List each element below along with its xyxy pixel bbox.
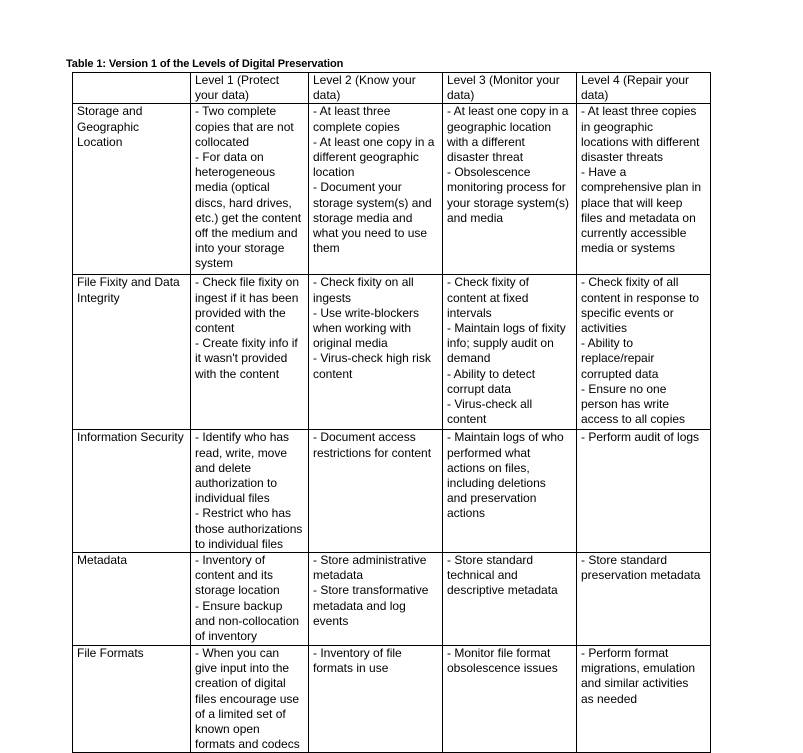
table-row <box>73 430 711 553</box>
level-1-cell-line: those authorizations <box>195 521 303 536</box>
level-1-cell-line: and delete <box>195 460 252 475</box>
level-3-cell-line: - Ability to detect <box>447 366 536 381</box>
level-3-cell-line: actions on files, <box>447 460 530 475</box>
level-3-cell-line: - Monitor file format <box>447 646 551 661</box>
level-2-cell-line: - Document your <box>313 180 402 195</box>
level-2-cell <box>309 646 443 753</box>
level-2-cell-line: - Store transformative <box>313 583 429 598</box>
level-2-cell-line: - Inventory of file <box>313 646 402 661</box>
level-4-cell-line: - At least three copies <box>581 104 697 119</box>
level-3-cell-line: actions <box>447 506 486 521</box>
level-3-cell-line: with a different <box>447 134 525 149</box>
level-3-cell-line: descriptive metadata <box>447 583 558 598</box>
row-label-line: File Fixity and Data <box>77 275 180 290</box>
level-2-cell <box>309 430 443 553</box>
level-4-cell-line: - Perform audit of logs <box>581 430 700 445</box>
level-1-cell-line: it wasn't provided <box>195 351 288 366</box>
level-4-cell-line: access to all copies <box>581 412 686 427</box>
level-4-cell-line: media or systems <box>581 241 676 256</box>
row-label-line: Metadata <box>77 553 128 568</box>
header-level-4-line: Level 4 (Repair your <box>581 73 690 87</box>
level-4-cell <box>577 553 711 646</box>
table-caption: Table 1: Version 1 of the Levels of Digital Preservation <box>66 58 344 70</box>
level-1-cell-line: media (optical <box>195 180 270 195</box>
level-2-cell <box>309 275 443 430</box>
level-2-cell-line: restrictions for content <box>313 445 432 460</box>
level-4-cell-line: person has write <box>581 397 670 412</box>
table-row <box>73 104 711 275</box>
level-4-cell-line: migrations, emulation <box>581 661 696 676</box>
level-2-cell-line: ingests <box>313 290 352 305</box>
level-3-cell-line: demand <box>447 351 491 366</box>
level-3-cell-line: - Store standard <box>447 553 534 568</box>
level-1-cell-line: into your storage <box>195 241 285 256</box>
row-label <box>73 646 191 753</box>
level-3-cell-line: content <box>447 412 487 427</box>
level-2-cell-line: location <box>313 165 355 180</box>
level-4-cell-line: activities <box>581 321 628 336</box>
level-3-cell <box>443 646 577 753</box>
level-4-cell-line: as needed <box>581 691 638 706</box>
level-4-cell <box>577 430 711 553</box>
level-3-cell-line: info; supply audit on <box>447 336 554 351</box>
level-1-cell-line: of a limited set of <box>195 706 286 721</box>
level-1-cell-line: content <box>195 321 235 336</box>
level-3-cell-line: - Check fixity of <box>447 275 530 290</box>
level-3-cell <box>443 104 577 275</box>
level-3-cell <box>443 430 577 553</box>
level-4-cell-line: disaster threats <box>581 150 664 165</box>
level-2-cell-line: - Use write-blockers <box>313 305 420 320</box>
level-1-cell-line: - Ensure backup <box>195 598 283 613</box>
level-1-cell-line: known open <box>195 722 260 737</box>
table-row <box>73 553 711 646</box>
level-3-cell-line: monitoring process for <box>447 180 566 195</box>
header-level-1-line: your data) <box>195 88 250 103</box>
level-1-cell-line: - Identify who has <box>195 430 290 445</box>
level-3-cell-line: - Maintain logs of who <box>447 430 564 445</box>
level-1-cell-line: discs, hard drives, <box>195 195 292 210</box>
level-3-cell-line: content at fixed <box>447 290 529 305</box>
row-label <box>73 430 191 553</box>
level-2-cell-line: - Store administrative <box>313 553 427 568</box>
level-2-cell-line: original media <box>313 336 388 351</box>
level-3-cell-line: technical and <box>447 568 518 583</box>
level-2-cell-line: metadata <box>313 568 364 583</box>
level-1-cell-line: authorization to <box>195 476 278 491</box>
header-level-3-line: Level 3 (Monitor your <box>447 73 560 87</box>
level-1-cell-line: collocated <box>195 134 250 149</box>
level-2-cell-line: - At least one copy in a <box>313 134 435 149</box>
row-label-line: Information Security <box>77 430 184 445</box>
level-4-cell-line: - Perform format <box>581 646 669 661</box>
level-4-cell-line: - Ability to <box>581 336 634 351</box>
level-3-cell-line: obsolescence issues <box>447 661 558 676</box>
header-blank-cell <box>73 73 191 104</box>
level-4-cell-line: corrupted data <box>581 366 659 381</box>
level-4-cell-line: - Check fixity of all <box>581 275 679 290</box>
level-2-cell-line: events <box>313 613 349 628</box>
level-1-cell <box>191 104 309 275</box>
level-1-cell-line: - Create fixity info if <box>195 336 298 351</box>
row-label-line: File Formats <box>77 646 144 661</box>
level-3-cell-line: and preservation <box>447 491 537 506</box>
level-2-cell-line: content <box>313 366 353 381</box>
level-4-cell-line: preservation metadata <box>581 568 701 583</box>
level-1-cell-line: of inventory <box>195 629 258 644</box>
level-1-cell-line: storage location <box>195 583 280 598</box>
level-1-cell-line: formats and codecs <box>195 737 300 752</box>
level-1-cell-line: heterogeneous <box>195 165 276 180</box>
level-1-cell <box>191 646 309 753</box>
row-label-line: Location <box>77 134 123 149</box>
level-1-cell-line: give input into the <box>195 661 290 676</box>
level-2-cell-line: - Document access <box>313 430 416 445</box>
level-1-cell-line: - When you can <box>195 646 280 661</box>
level-1-cell-line: - Inventory of <box>195 553 266 568</box>
level-4-cell-line: and similar activities <box>581 676 689 691</box>
level-1-cell-line: - Check file fixity on <box>195 275 300 290</box>
level-3-cell <box>443 275 577 430</box>
level-3-cell-line: intervals <box>447 305 492 320</box>
level-1-cell-line: to individual files <box>195 536 284 551</box>
level-1-cell-line: off the medium and <box>195 226 298 241</box>
levels-table <box>72 72 711 753</box>
row-label <box>73 553 191 646</box>
level-2-cell-line: metadata and log <box>313 598 406 613</box>
level-1-cell-line: ingest if it has been <box>195 290 299 305</box>
level-1-cell-line: files encourage use <box>195 691 300 706</box>
level-2-cell-line: complete copies <box>313 119 400 134</box>
level-3-cell <box>443 553 577 646</box>
header-level-2 <box>309 73 443 104</box>
level-4-cell-line: - Store standard <box>581 553 668 568</box>
level-2-cell-line: different geographic <box>313 150 419 165</box>
level-4-cell-line: files and metadata on <box>581 210 696 225</box>
header-row <box>73 73 711 104</box>
level-3-cell-line: - At least one copy in a <box>447 104 569 119</box>
level-4-cell-line: - Have a <box>581 165 627 180</box>
level-2-cell-line: them <box>313 241 340 256</box>
level-1-cell-line: copies that are not <box>195 119 294 134</box>
header-level-1 <box>191 73 309 104</box>
level-4-cell-line: content in response to <box>581 290 700 305</box>
table-row <box>73 275 711 430</box>
row-label-line: Storage and <box>77 104 143 119</box>
level-3-cell-line: - Virus-check all <box>447 397 533 412</box>
header-level-2-line: data) <box>313 88 341 103</box>
level-1-cell-line: read, write, move <box>195 445 288 460</box>
level-1-cell <box>191 430 309 553</box>
level-3-cell-line: including deletions <box>447 476 546 491</box>
level-3-cell-line: - Obsolescence <box>447 165 531 180</box>
level-3-cell-line: performed what <box>447 445 531 460</box>
level-4-cell <box>577 646 711 753</box>
level-3-cell-line: your storage system(s) <box>447 195 570 210</box>
level-2-cell-line: when working with <box>313 321 412 336</box>
level-3-cell-line: geographic location <box>447 119 552 134</box>
level-1-cell-line: provided with the <box>195 305 286 320</box>
level-4-cell-line: place that will keep <box>581 195 683 210</box>
level-4-cell-line: in geographic <box>581 119 654 134</box>
level-2-cell-line: formats in use <box>313 661 389 676</box>
level-1-cell <box>191 275 309 430</box>
level-3-cell-line: disaster threat <box>447 150 524 165</box>
level-4-cell-line: locations with different <box>581 134 700 149</box>
level-1-cell-line: with the content <box>195 366 280 381</box>
level-1-cell-line: etc.) get the content <box>195 210 302 225</box>
level-3-cell-line: - Maintain logs of fixity <box>447 321 566 336</box>
header-level-4-line: data) <box>581 88 609 103</box>
level-1-cell-line: creation of digital <box>195 676 286 691</box>
level-3-cell-line: and media <box>447 210 504 225</box>
level-2-cell-line: - At least three <box>313 104 391 119</box>
level-2-cell <box>309 553 443 646</box>
level-4-cell-line: comprehensive plan in <box>581 180 702 195</box>
level-1-cell-line: - Restrict who has <box>195 506 292 521</box>
level-4-cell <box>577 275 711 430</box>
level-4-cell-line: currently accessible <box>581 226 687 241</box>
level-1-cell <box>191 553 309 646</box>
table-row <box>73 646 711 753</box>
level-1-cell-line: - Two complete <box>195 104 277 119</box>
level-2-cell-line: storage media and <box>313 210 413 225</box>
level-2-cell-line: - Virus-check high risk <box>313 351 431 366</box>
level-2-cell-line: what you need to use <box>313 226 428 241</box>
header-level-2-line: Level 2 (Know your <box>313 73 416 87</box>
header-level-3 <box>443 73 577 104</box>
level-2-cell <box>309 104 443 275</box>
row-label <box>73 104 191 275</box>
row-label-line: Geographic <box>77 119 140 134</box>
header-level-1-line: Level 1 (Protect <box>195 73 280 87</box>
header-level-3-line: data) <box>447 88 475 103</box>
level-3-cell-line: corrupt data <box>447 381 512 396</box>
level-4-cell <box>577 104 711 275</box>
level-1-cell-line: and non-collocation <box>195 613 300 628</box>
level-1-cell-line: - For data on <box>195 150 264 165</box>
header-level-4 <box>577 73 711 104</box>
level-4-cell-line: replace/repair <box>581 351 655 366</box>
row-label <box>73 275 191 430</box>
level-2-cell-line: - Check fixity on all <box>313 275 414 290</box>
row-label-line: Integrity <box>77 290 120 305</box>
level-1-cell-line: content and its <box>195 568 274 583</box>
level-1-cell-line: system <box>195 256 234 271</box>
level-4-cell-line: - Ensure no one <box>581 381 667 396</box>
level-4-cell-line: specific events or <box>581 305 674 320</box>
level-1-cell-line: individual files <box>195 491 270 506</box>
level-2-cell-line: storage system(s) and <box>313 195 432 210</box>
